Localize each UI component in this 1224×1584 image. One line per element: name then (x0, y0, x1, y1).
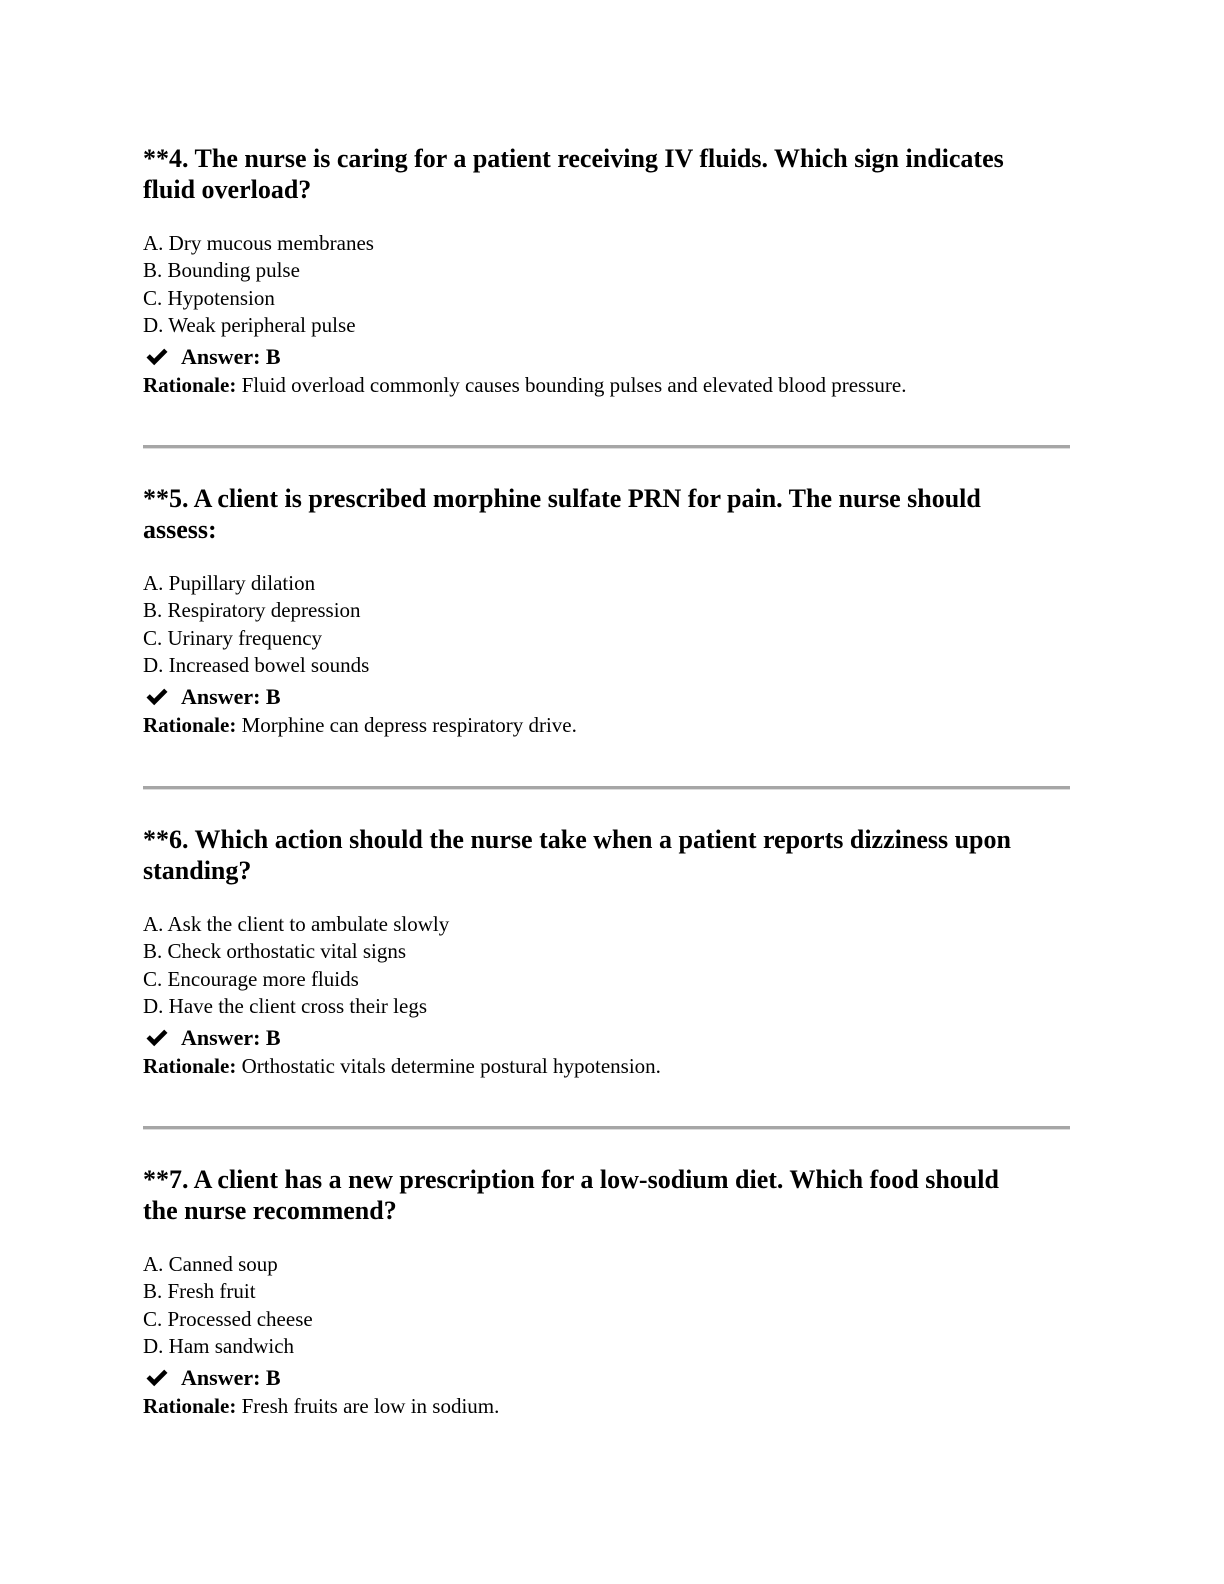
rationale (143, 712, 1073, 739)
option-d: D. Have the client cross their legs (143, 994, 427, 1019)
rationale-text: Fluid overload commonly causes bounding pulses and elevated blood pressure. (236, 372, 907, 397)
option-a: A. Dry mucous membranes (143, 231, 374, 255)
question-title-line: **6. Which action should the nurse take when a patient reports dizziness upon (143, 825, 1011, 854)
option-b: B. Check orthostatic vital signs (143, 939, 407, 964)
question-title (143, 1164, 1073, 1226)
answer-label: Answer: B (181, 343, 281, 369)
option-a: A. Ask the client to ambulate slowly (143, 912, 450, 936)
rationale-text: Fresh fruits are low in sodium. (236, 1393, 500, 1418)
answer-label: Answer: B (181, 683, 281, 709)
check-icon (145, 687, 169, 707)
option-d: D. Ham sandwich (143, 1334, 295, 1359)
section-divider (143, 786, 1070, 790)
answer-label: Answer: B (181, 1024, 281, 1050)
rationale (143, 1053, 1073, 1080)
rationale-label: Rationale: (143, 1053, 237, 1078)
rationale-label: Rationale: (143, 1393, 237, 1418)
question-title-line: **4. The nurse is caring for a patient receiving IV fluids. Which sign indicates (143, 144, 1004, 173)
section-divider (143, 445, 1070, 449)
question-4 (143, 143, 1073, 399)
check-icon (145, 1028, 169, 1048)
answer-options (143, 230, 1073, 340)
question-title-line: fluid overload? (143, 175, 312, 204)
answer-options (143, 1251, 1073, 1361)
question-title-line: standing? (143, 856, 252, 885)
rationale (143, 372, 1073, 399)
question-title-line: **7. A client has a new prescription for a low-sodium diet. Which food should (143, 1165, 999, 1194)
question-title (143, 824, 1073, 886)
answer-options (143, 911, 1073, 1021)
option-d: D. Weak peripheral pulse (143, 313, 356, 338)
option-c: C. Processed cheese (143, 1306, 313, 1331)
rationale (143, 1393, 1073, 1420)
option-b: B. Respiratory depression (143, 598, 361, 623)
question-title-line: **5. A client is prescribed morphine sulfate PRN for pain. The nurse should (143, 484, 981, 513)
option-b: B. Fresh fruit (143, 1279, 256, 1304)
question-title (143, 483, 1073, 545)
question-7 (143, 1164, 1073, 1420)
check-icon (145, 347, 169, 367)
rationale-label: Rationale: (143, 372, 237, 397)
answer-label: Answer: B (181, 1364, 281, 1390)
option-d: D. Increased bowel sounds (143, 653, 370, 678)
question-title-line: assess: (143, 515, 217, 544)
option-c: C. Encourage more fluids (143, 966, 359, 991)
answer-row (143, 1023, 1073, 1053)
answer-row (143, 342, 1073, 372)
answer-row (143, 682, 1073, 712)
answer-row (143, 1363, 1073, 1393)
rationale-text: Morphine can depress respiratory drive. (236, 712, 577, 737)
option-a: A. Pupillary dilation (143, 571, 316, 595)
check-icon (145, 1368, 169, 1388)
option-c: C. Urinary frequency (143, 625, 323, 650)
rationale-label: Rationale: (143, 712, 237, 737)
question-title (143, 143, 1073, 205)
option-b: B. Bounding pulse (143, 258, 300, 283)
option-a: A. Canned soup (143, 1252, 278, 1276)
section-divider (143, 1126, 1070, 1130)
question-6 (143, 824, 1073, 1080)
answer-options (143, 570, 1073, 680)
option-c: C. Hypotension (143, 285, 275, 310)
question-title-line: the nurse recommend? (143, 1196, 397, 1225)
question-5 (143, 483, 1073, 739)
rationale-text: Orthostatic vitals determine postural hypotension. (236, 1053, 661, 1078)
